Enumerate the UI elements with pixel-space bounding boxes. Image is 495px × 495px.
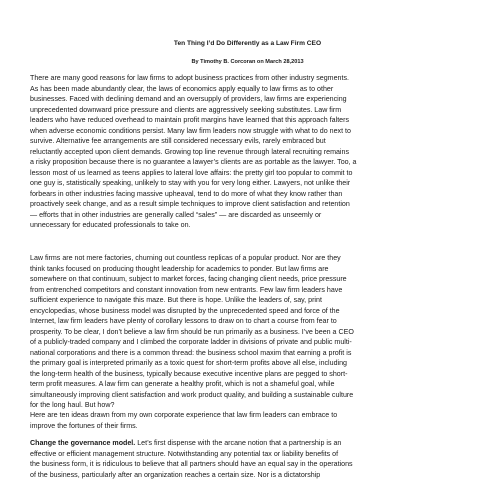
text-line: one guy is, statistically speaking, unlikely to stay with you for very long either. Lawyers, not unlike their (30, 179, 351, 187)
text-line: somewhere on that continuum, subject to market forces, facing changing client needs, price pressure (30, 275, 347, 283)
document-title: Ten Thing I’d Do Differently as a Law Firm CEO (173, 40, 322, 47)
text-line: — efforts that in other industries are generally called “sales” — are discarded as unseemly or (30, 210, 322, 219)
text-line: unprecedented downward price pressure and clients are aggressively seeking substitutes. Law firm (30, 105, 342, 114)
text-line: simultaneously improving client satisfaction and work product quality, and building a sustainable culture (30, 390, 354, 399)
text-line: As has been made abundantly clear, the laws of economics apply equally to law firms as to other (30, 84, 334, 93)
text-line: leaders who have reduced overhead to maintain profit margins have learned that this approach falters (30, 116, 350, 124)
text-line (30, 438, 470, 449)
text-line: of a publicly-traded company and I climbed the corporate ladder in divisions of private and public multi- (30, 338, 352, 346)
text-line: the long-term health of the business, typically because executive incentive plans are pegged to short- (30, 369, 348, 378)
text-line: There are many good reasons for law firms to adopt business practices from other industry segments. (30, 74, 349, 82)
text-line: Law firms are not mere factories, churning out countless replicas of a popular product. Nor are they (30, 254, 341, 262)
document-byline: By Timothy B. Corcoran on March 28,2013 (191, 59, 304, 65)
text-line: improve the fortunes of their firms. (30, 421, 138, 430)
text-line: for the long haul. But how? (30, 401, 115, 409)
text-line: unnecessary for educated professionals to take on. (30, 221, 191, 229)
text-line: survive. Alternative fee arrangements are still considered necessary evils, rarely embraced but (30, 137, 326, 145)
text-line: of the business, particularly after an organization reaches a certain size. Nor is a dictatorship (30, 470, 321, 479)
section-lead-heading: Change the governance model. (30, 439, 136, 447)
paragraph-2 (30, 253, 470, 411)
text-line: sufficient experience to navigate this maze. But there is hope. Unlike the leaders of, say, print (30, 296, 322, 304)
text-line: effective or efficient management structure. Notwithstanding any potential tax or liability benefits of (30, 449, 339, 458)
text-line: a risky proposition because there is no guarantee a lawyer’s clients are as portable as the lawyer. Too, a (30, 158, 357, 166)
text-line: proactively seek change, and as a result simple techniques to improve client satisfaction and retention (30, 200, 350, 208)
text-line: the primary goal is interpreted primarily as a toxic quest for short-term profits above all else, including (30, 359, 347, 367)
text-line: Here are ten ideas drawn from my own corporate experience that law firm leaders can embrace to (30, 411, 338, 419)
paragraph-1 (30, 73, 470, 231)
paragraph-3 (30, 410, 470, 431)
text-line: forbears in other industries facing massive upheaval, tend to do more of what they know rather than (30, 189, 343, 198)
text-line: lesson most of us learned as teens applies to lateral love affairs: the pretty girl too popular to commit to (30, 168, 353, 177)
text-line: from entrenched competitors and constant innovation from new entrants. Few law firm leaders have (30, 285, 343, 294)
text-line: Internet, law firm leaders have plenty of corollary lessons to draw on to chart a course from fear to (30, 317, 337, 325)
text-line: prosperity. To be clear, I don’t believe a law firm should be run primarily as a business. I’ve been a CEO (30, 327, 354, 336)
text-line: think tanks focused on producing thought leadership for academics to ponder. But law firms are (30, 264, 329, 273)
text-line: encyclopedias, whose business model was disrupted by the unprecedented speed and force of the (30, 306, 340, 315)
text-line: national corporations and there is a common thread: the business school maxim that earning a profit is (30, 348, 352, 357)
text-line: term profit measures. A law firm can generate a healthy profit, which is not a shameful goal, while (30, 380, 335, 388)
paragraph-4 (30, 438, 470, 480)
text-line: businesses. Faced with declining demand and an oversupply of providers, law firms are experiencing (30, 95, 347, 103)
text-line: when adverse economic conditions persist. Many law firm leaders now struggle with what to do next to (30, 126, 351, 135)
text-line: the business form, it is ridiculous to believe that all partners should have an equal say in the operations (30, 460, 353, 468)
text-line: reluctantly accepted upon client demands. Growing top line revenue through lateral recruiting remains (30, 147, 350, 156)
text-run: Let’s first dispense with the arcane notion that a partnership is an (135, 439, 342, 447)
